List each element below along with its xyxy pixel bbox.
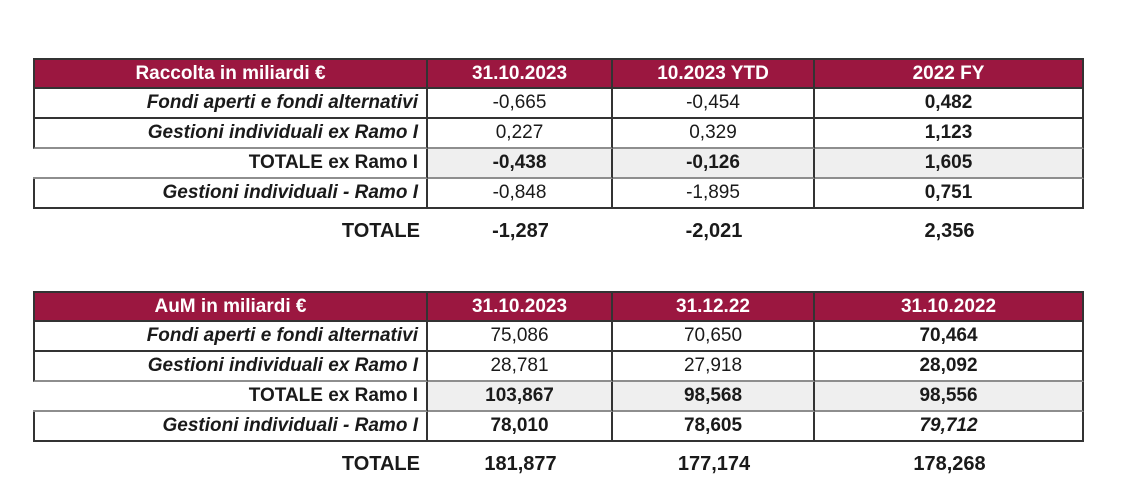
total-value: 177,174 [677,452,751,475]
table-row [33,89,1084,119]
value-cell: -0,126 [613,149,815,179]
row-label: TOTALE ex Ramo I [33,382,428,412]
value-cell: 78,605 [613,412,815,442]
row-label: Gestioni individuali - Ramo I [33,412,428,442]
table-row-total-ex-ramo [33,149,1084,179]
aum-header-row [33,291,1084,322]
value-cell: -0,665 [428,89,613,119]
value-cell: 1,605 [815,149,1084,179]
row-label: Fondi aperti e fondi alternativi [33,322,428,352]
aum-column-header-2: 31.12.22 [613,291,815,322]
value-cell: 98,556 [815,382,1084,412]
table-row [33,412,1084,442]
aum-column-header-1: 31.10.2023 [428,291,613,322]
row-label: TOTALE ex Ramo I [33,149,428,179]
table-row [33,119,1084,149]
row-label: Gestioni individuali - Ramo I [33,179,428,209]
value-cell: 70,464 [815,322,1084,352]
value-cell: 103,867 [428,382,613,412]
value-cell: 27,918 [613,352,815,382]
total-value: 2,356 [924,219,975,242]
total-label: TOTALE [341,452,420,475]
raccolta-header-row [33,58,1084,89]
raccolta-column-header-1: 31.10.2023 [428,58,613,89]
value-cell: 98,568 [613,382,815,412]
value-cell: -0,848 [428,179,613,209]
value-cell: 78,010 [428,412,613,442]
row-label: Gestioni individuali ex Ramo I [33,352,428,382]
value-cell: -0,454 [613,89,815,119]
value-cell: 0,227 [428,119,613,149]
total-label: TOTALE [341,219,420,242]
value-cell: 70,650 [613,322,815,352]
raccolta-table [33,58,1084,246]
aum-table-title: AuM in miliardi € [33,291,428,322]
value-cell: 75,086 [428,322,613,352]
row-label: Fondi aperti e fondi alternativi [33,89,428,119]
total-value: 181,877 [484,452,557,475]
value-cell: -1,895 [613,179,815,209]
raccolta-table-title: Raccolta in miliardi € [33,58,428,89]
value-cell: 0,751 [815,179,1084,209]
value-cell: 0,482 [815,89,1084,119]
aum-total-row [33,449,1084,479]
total-value: -2,021 [685,219,743,242]
total-value: -1,287 [492,219,549,242]
value-cell: 0,329 [613,119,815,149]
raccolta-column-header-3: 2022 FY [815,58,1084,89]
value-cell: 79,712 [815,412,1084,442]
table-row [33,322,1084,352]
aum-column-header-3: 31.10.2022 [815,291,1084,322]
value-cell: 28,092 [815,352,1084,382]
table-row [33,179,1084,209]
table-row [33,352,1084,382]
value-cell: 28,781 [428,352,613,382]
value-cell: 1,123 [815,119,1084,149]
table-row-total-ex-ramo [33,382,1084,412]
aum-table [33,291,1084,479]
total-value: 178,268 [913,452,986,475]
raccolta-column-header-2: 10.2023 YTD [613,58,815,89]
value-cell: -0,438 [428,149,613,179]
row-label: Gestioni individuali ex Ramo I [33,119,428,149]
raccolta-total-row [33,216,1084,246]
